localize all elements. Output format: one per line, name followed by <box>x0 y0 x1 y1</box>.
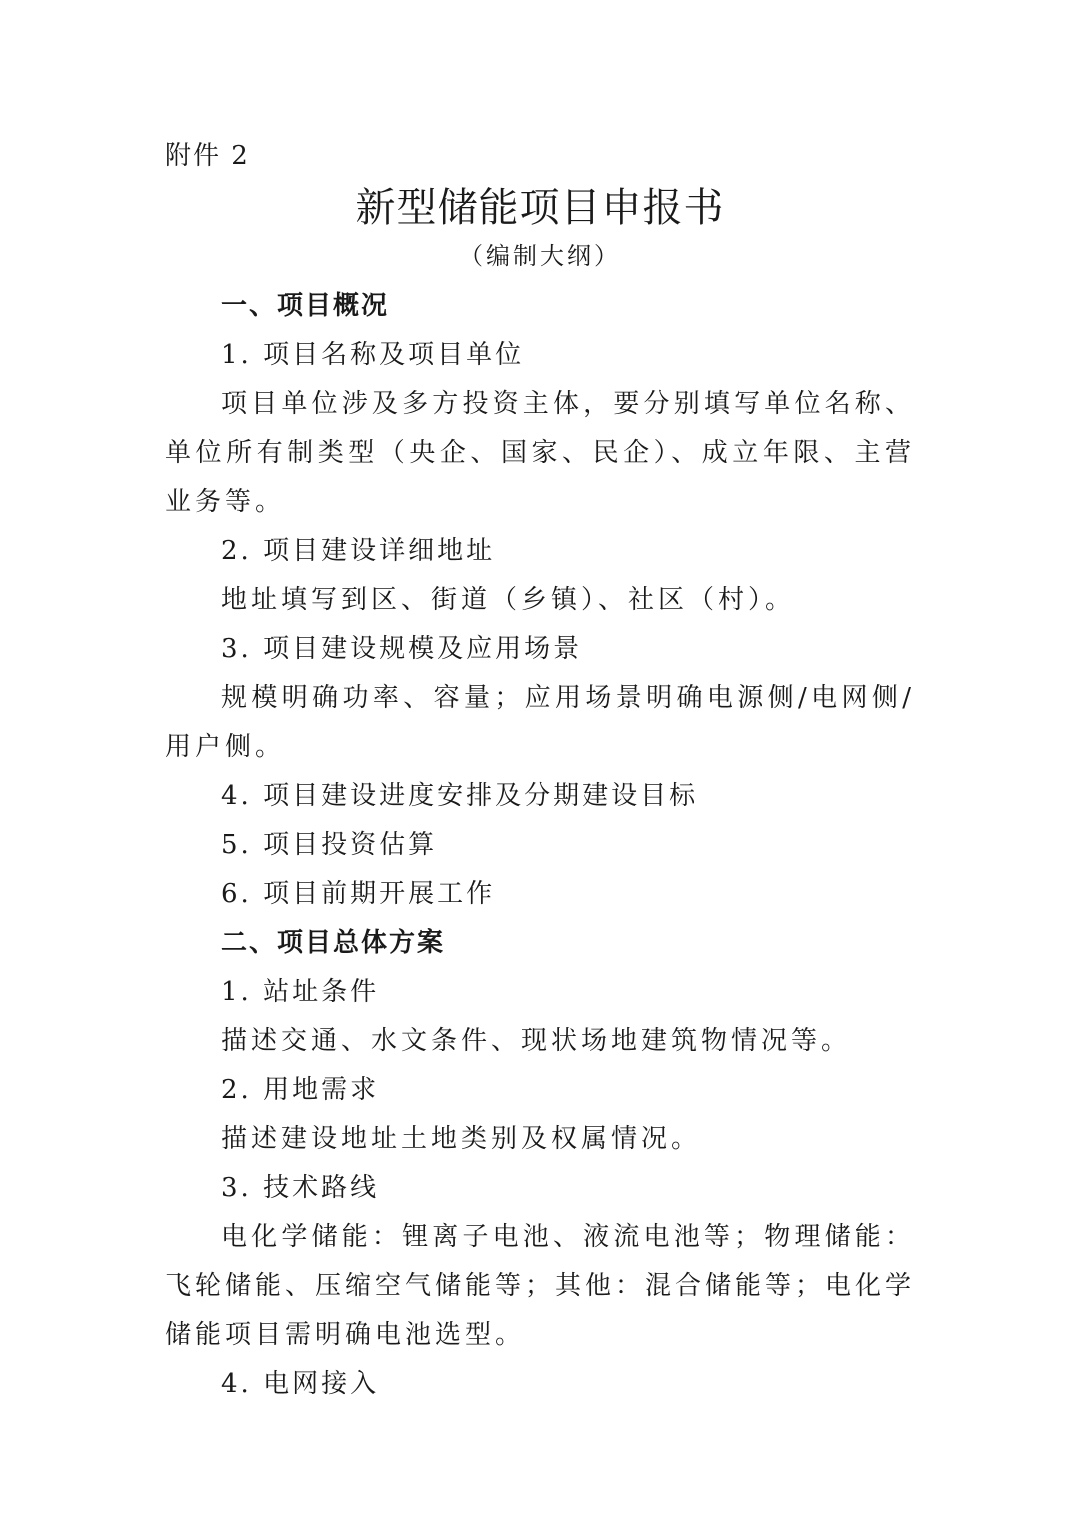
document-subtitle: （编制大纲） <box>459 242 621 270</box>
item-heading: 3. 项目建设规模及应用场景 <box>221 634 583 664</box>
attachment-label: 附件 2 <box>165 141 250 171</box>
item-heading: 2. 用地需求 <box>221 1075 380 1105</box>
item-heading: 4. 项目建设进度安排及分期建设目标 <box>221 781 699 811</box>
section-heading: 一、项目概况 <box>221 291 390 321</box>
item-heading: 1. 站址条件 <box>221 977 380 1007</box>
section-overall-plan <box>165 919 915 1409</box>
item-description: 规模明确功率、容量；应用场景明确电源侧/电网侧/用户侧。 <box>165 683 915 762</box>
document-title: 新型储能项目申报书 <box>355 185 725 231</box>
item-heading: 3. 技术路线 <box>221 1173 380 1203</box>
item-description: 电化学储能：锂离子电池、液流电池等；物理储能：飞轮储能、压缩空气储能等；其他：混合储能等；电化学储能项目需明确电池选型。 <box>165 1222 916 1350</box>
item-description: 地址填写到区、街道（乡镇）、社区（村）。 <box>221 585 796 615</box>
section-overview <box>165 282 915 919</box>
item-description: 描述交通、水文条件、现状场地建筑物情况等。 <box>221 1026 852 1056</box>
item-heading: 2. 项目建设详细地址 <box>221 536 496 566</box>
item-description: 项目单位涉及多方投资主体，要分别填写单位名称、单位所有制类型（央企、国家、民企）、成立年限、主营业务等。 <box>165 389 915 517</box>
item-heading: 6. 项目前期开展工作 <box>221 879 496 909</box>
item-description: 描述建设地址土地类别及权属情况。 <box>221 1124 702 1154</box>
item-heading: 1. 项目名称及项目单位 <box>221 340 525 370</box>
item-heading: 4. 电网接入 <box>221 1369 380 1399</box>
item-heading: 5. 项目投资估算 <box>221 830 438 860</box>
section-heading: 二、项目总体方案 <box>221 928 446 958</box>
